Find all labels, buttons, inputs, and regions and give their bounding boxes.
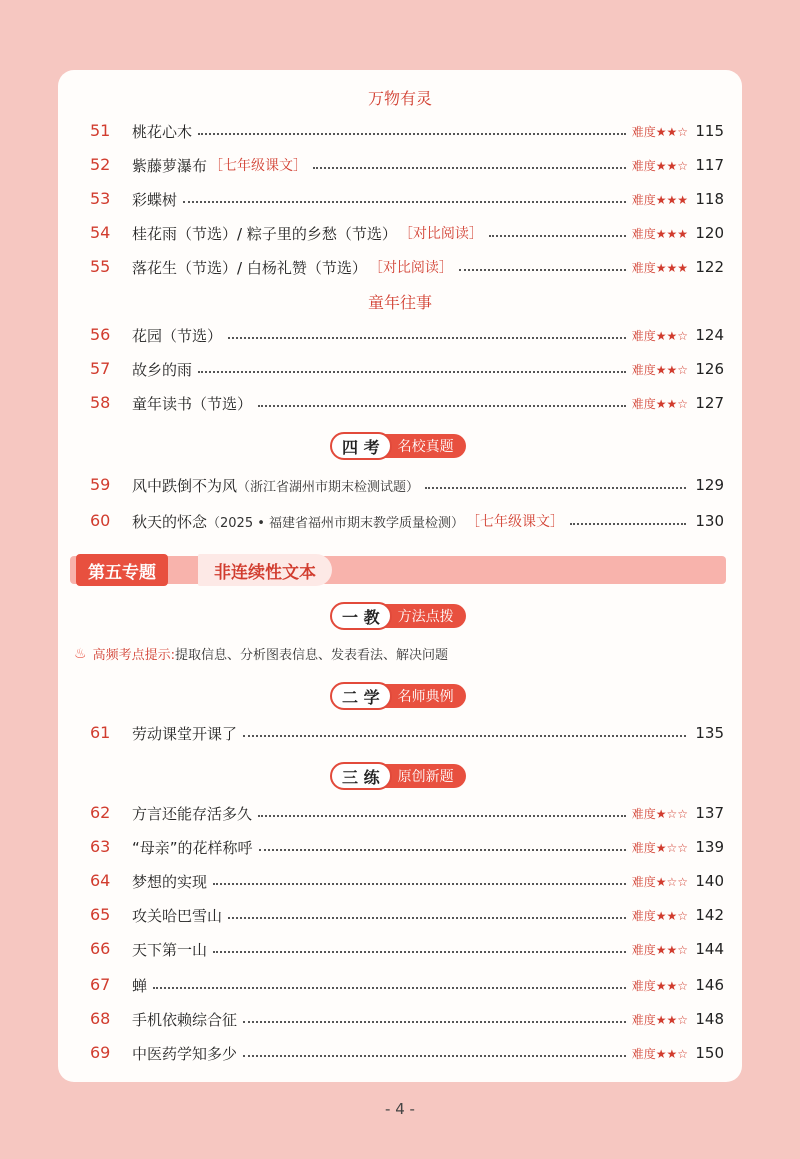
toc-tag: ［对比阅读］ — [398, 226, 483, 242]
difficulty-rating: 难度★☆☆ — [631, 806, 688, 821]
dot-leader — [489, 225, 626, 237]
pill-char: 一 教 — [330, 602, 392, 630]
page-number: 139 — [695, 838, 724, 856]
toc-number: 56 — [90, 325, 111, 344]
difficulty-rating: 难度★☆☆ — [631, 874, 688, 889]
toc-row-56[interactable] — [88, 324, 724, 348]
toc-number: 54 — [90, 223, 111, 242]
pill-label: 名校真题 — [380, 434, 466, 458]
toc-title: 秋天的怀念 — [132, 512, 208, 531]
toc-row-57[interactable] — [88, 358, 724, 382]
dot-leader — [153, 977, 626, 989]
hint-label: 高频考点提示: — [92, 648, 175, 663]
dot-leader — [258, 805, 626, 817]
page-number: 148 — [695, 1010, 724, 1028]
toc-row-58[interactable] — [88, 392, 724, 416]
toc-title: 风中跌倒不为风 — [132, 476, 238, 495]
toc-title: 故乡的雨 — [132, 360, 193, 379]
toc-number: 68 — [90, 1009, 111, 1028]
dot-leader — [313, 157, 626, 169]
topic-number-tag: 第五专题 — [76, 554, 168, 586]
page-number: 122 — [695, 258, 724, 276]
toc-row-59[interactable] — [88, 474, 724, 498]
toc-title: 天下第一山 — [132, 940, 208, 959]
page-number: 146 — [695, 976, 724, 994]
toc-number: 69 — [90, 1043, 111, 1062]
toc-row-62[interactable] — [88, 802, 724, 826]
hint-text: 提取信息、分析图表信息、发表看法、解决问题 — [174, 648, 448, 663]
difficulty-rating: 难度★★☆ — [631, 1012, 688, 1027]
toc-row-61[interactable] — [88, 722, 724, 746]
difficulty-rating: 难度★★★ — [631, 226, 688, 241]
toc-row-63[interactable] — [88, 836, 724, 860]
toc-title: 中医药学知多少 — [132, 1044, 238, 1063]
pill-si-kao — [330, 432, 466, 460]
toc-number: 65 — [90, 905, 111, 924]
pill-label: 方法点拨 — [380, 604, 466, 628]
pill-char: 二 学 — [330, 682, 392, 710]
dot-leader — [198, 361, 626, 373]
pill-label: 原创新题 — [380, 764, 466, 788]
difficulty-rating: 难度★☆☆ — [631, 840, 688, 855]
page-number: 130 — [695, 512, 724, 530]
dot-leader — [243, 725, 686, 737]
topic-title: 非连续性文本 — [198, 554, 332, 586]
pill-er-xue — [330, 682, 466, 710]
dot-leader — [425, 477, 686, 489]
toc-number: 55 — [90, 257, 111, 276]
toc-row-55[interactable] — [88, 256, 724, 280]
page-number: 118 — [695, 190, 724, 208]
topic-banner — [70, 554, 726, 586]
toc-number: 57 — [90, 359, 111, 378]
dot-leader — [183, 191, 626, 203]
dot-leader — [570, 513, 686, 525]
toc-row-66[interactable] — [88, 938, 724, 962]
dot-leader — [198, 123, 626, 135]
toc-number: 62 — [90, 803, 111, 822]
fire-icon: ♨ — [74, 645, 87, 662]
difficulty-rating: 难度★★☆ — [631, 328, 688, 343]
toc-number: 66 — [90, 939, 111, 958]
dot-leader — [228, 907, 626, 919]
dot-leader — [213, 873, 626, 885]
difficulty-rating: 难度★★★ — [631, 192, 688, 207]
toc-number: 61 — [90, 723, 111, 742]
toc-number: 63 — [90, 837, 111, 856]
exam-hint — [74, 644, 448, 663]
toc-number: 64 — [90, 871, 111, 890]
toc-title: 梦想的实现 — [132, 872, 208, 891]
toc-number: 51 — [90, 121, 111, 140]
pill-char: 三 练 — [330, 762, 392, 790]
toc-title: 童年读书（节选） — [132, 394, 253, 413]
page-number: 144 — [695, 940, 724, 958]
toc-row-67[interactable] — [88, 974, 724, 998]
toc-number: 52 — [90, 155, 111, 174]
toc-row-53[interactable] — [88, 188, 724, 212]
dot-leader — [258, 395, 626, 407]
page-number: 124 — [695, 326, 724, 344]
dot-leader — [259, 839, 626, 851]
pill-char: 四 考 — [330, 432, 392, 460]
dot-leader — [243, 1045, 626, 1057]
page-number: 150 — [695, 1044, 724, 1062]
dot-leader — [459, 259, 626, 271]
toc-source: （2025 • 福建省福州市期末教学质量检测） — [207, 515, 465, 531]
difficulty-rating: 难度★★☆ — [631, 362, 688, 377]
difficulty-rating: 难度★★☆ — [631, 124, 688, 139]
page-number: 117 — [695, 156, 724, 174]
page-footer-number: - 4 - — [385, 1100, 415, 1118]
toc-title: 劳动课堂开课了 — [132, 724, 238, 743]
page-number: 135 — [695, 724, 724, 742]
dot-leader — [213, 941, 626, 953]
page-number: 126 — [695, 360, 724, 378]
page-number: 127 — [695, 394, 724, 412]
toc-number: 67 — [90, 975, 111, 994]
toc-row-64[interactable] — [88, 870, 724, 894]
difficulty-rating: 难度★★★ — [631, 260, 688, 275]
toc-number: 53 — [90, 189, 111, 208]
toc-row-68[interactable] — [88, 1008, 724, 1032]
toc-row-51[interactable] — [88, 120, 724, 144]
toc-row-69[interactable] — [88, 1042, 724, 1066]
difficulty-rating: 难度★★☆ — [631, 942, 688, 957]
toc-title: 蝉 — [132, 976, 148, 995]
toc-title: 桂花雨（节选）/ 粽子里的乡愁（节选） — [132, 224, 397, 243]
toc-title: 紫藤萝瀑布 — [132, 156, 208, 175]
section-title-2: 童年往事 — [367, 293, 432, 312]
toc-title: 手机依赖综合征 — [132, 1010, 238, 1029]
toc-row-54[interactable] — [88, 222, 724, 246]
toc-number: 59 — [90, 475, 111, 494]
toc-tag: ［七年级课文］ — [466, 514, 565, 530]
page-number: 140 — [695, 872, 724, 890]
toc-title: 彩蝶树 — [132, 190, 178, 209]
toc-tag: ［对比阅读］ — [368, 260, 453, 276]
dot-leader — [228, 327, 626, 339]
page-number: 142 — [695, 906, 724, 924]
toc-tag: ［七年级课文］ — [209, 158, 308, 174]
difficulty-rating: 难度★★☆ — [631, 158, 688, 173]
pill-yi-jiao — [330, 602, 466, 630]
difficulty-rating: 难度★★☆ — [631, 1046, 688, 1061]
toc-title: 攻关哈巴雪山 — [132, 906, 223, 925]
toc-number: 60 — [90, 511, 111, 530]
toc-number: 58 — [90, 393, 111, 412]
toc-title: “母亲”的花样称呼 — [132, 838, 253, 857]
pill-san-lian — [330, 762, 466, 790]
toc-title: 花园（节选） — [132, 326, 223, 345]
toc-source: （浙江省湖州市期末检测试题） — [237, 479, 420, 495]
section-title-1: 万物有灵 — [367, 89, 432, 108]
toc-title: 落花生（节选）/ 白杨礼赞（节选） — [132, 258, 367, 277]
toc-row-65[interactable] — [88, 904, 724, 928]
toc-row-60[interactable] — [88, 510, 724, 534]
difficulty-rating: 难度★★☆ — [631, 978, 688, 993]
topic-banner-background — [70, 556, 726, 584]
page-number: 129 — [695, 476, 724, 494]
toc-title: 桃花心木 — [132, 122, 193, 141]
dot-leader — [243, 1011, 626, 1023]
toc-title: 方言还能存活多久 — [132, 804, 253, 823]
page-number: 120 — [695, 224, 724, 242]
difficulty-rating: 难度★★☆ — [631, 396, 688, 411]
page-number: 137 — [695, 804, 724, 822]
difficulty-rating: 难度★★☆ — [631, 908, 688, 923]
pill-label: 名师典例 — [380, 684, 466, 708]
toc-row-52[interactable] — [88, 154, 724, 178]
page-number: 115 — [695, 122, 724, 140]
